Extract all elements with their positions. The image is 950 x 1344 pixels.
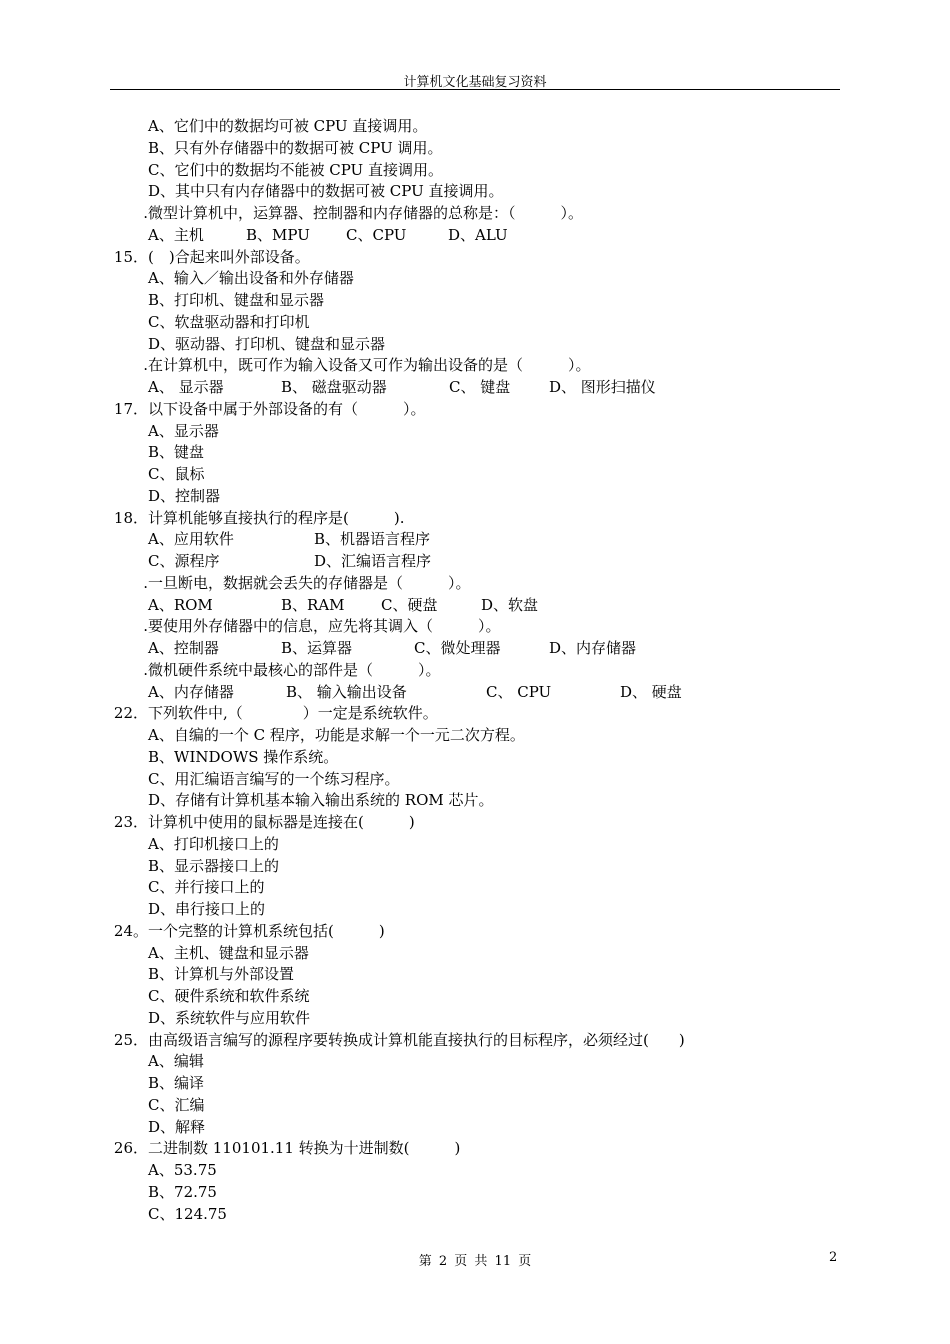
answer-option: D、 图形扫描仪 (549, 378, 656, 396)
question-number: 25． (113, 1030, 148, 1049)
answer-option: C、硬盘 (381, 595, 438, 614)
answer-line (148, 181, 504, 201)
answer-option: A、它们中的数据均可被 CPU 直接调用。 (148, 117, 428, 135)
question-number: 15． (113, 247, 148, 266)
question-text: 在计算机中，既可作为输入设备又可作为输出设备的是（ ）。 (148, 356, 591, 375)
question-text: 一旦断电，数据就会丢失的存储器是（ ）。 (148, 573, 471, 592)
question-number: . (143, 204, 148, 222)
question-number: 18． (113, 508, 148, 527)
question-line (110, 812, 415, 832)
answer-line (148, 138, 443, 158)
answer-option: C、并行接口上的 (148, 878, 265, 897)
question-number: . (143, 617, 148, 636)
question-number: . (143, 356, 148, 375)
answer-option: C、用汇编语言编写的一个练习程序。 (148, 769, 400, 788)
answer-line (148, 1051, 204, 1071)
answer-line (148, 1117, 205, 1137)
answer-option: D、软盘 (481, 595, 539, 614)
answer-line (148, 529, 430, 549)
question-text: 一个完整的计算机系统包括( ) (148, 921, 385, 940)
answer-option: A、输入／输出设备和外存储器 (148, 269, 354, 288)
answer-line (148, 595, 538, 615)
question-number: 17． (113, 399, 148, 418)
question-line (110, 616, 501, 636)
answer-line (148, 1160, 217, 1180)
question-line (110, 1030, 685, 1050)
answer-line (148, 682, 682, 702)
question-text: 由高级语言编写的源程序要转换成计算机能直接执行的目标程序，必须经过( ) (148, 1030, 685, 1049)
answer-option: D、其中只有内存储器中的数据可被 CPU 直接调用。 (148, 182, 504, 201)
answer-option: C、124.75 (148, 1204, 227, 1223)
answer-option: B、 磁盘驱动器 (281, 378, 387, 396)
answer-option: B、MPU (246, 225, 310, 244)
answer-option: A、内存储器 (148, 682, 234, 701)
question-line (110, 1138, 460, 1158)
answer-line (148, 1095, 204, 1115)
answer-line (148, 334, 385, 354)
question-text: 要使用外存储器中的信息，应先将其调入（ ）。 (148, 617, 501, 636)
answer-option: D、控制器 (148, 486, 221, 505)
question-number: . (143, 573, 148, 592)
answer-option: D、解释 (148, 1117, 206, 1136)
answer-option: C、源程序 (148, 552, 220, 570)
answer-option: C、汇编 (148, 1095, 205, 1114)
answer-line (148, 160, 443, 180)
question-line (110, 355, 591, 375)
header-title: 计算机文化基础复习资料 (403, 75, 547, 90)
question-line (110, 921, 385, 941)
question-number: 26． (113, 1139, 148, 1158)
question-line (110, 399, 426, 419)
answer-option: C、软盘驱动器和打印机 (148, 312, 310, 331)
question-text: 下列软件中,（ ）一定是系统软件。 (148, 704, 438, 723)
answer-option: B、RAM (281, 595, 345, 614)
answer-line (148, 877, 264, 897)
answer-option: B、机器语言程序 (314, 530, 431, 549)
answer-option: A、控制器 (148, 639, 219, 657)
answer-option: C、 键盘 (449, 378, 511, 396)
answer-option: D、 硬盘 (620, 682, 682, 701)
question-text: ( )合起来叫外部设备。 (148, 247, 310, 266)
answer-option: D、内存储器 (549, 639, 637, 657)
answer-option: A、自编的一个 C 程序，功能是求解一个一元二次方程。 (148, 726, 525, 744)
answer-option: C、它们中的数据均不能被 CPU 直接调用。 (148, 160, 443, 179)
question-number: 24。 (113, 921, 148, 940)
answer-line (148, 486, 220, 506)
answer-line (148, 769, 399, 789)
answer-line (148, 638, 636, 658)
answer-option: B、打印机、键盘和显示器 (148, 291, 325, 309)
answer-option: B、计算机与外部设置 (148, 965, 295, 984)
answer-line (148, 899, 265, 919)
answer-line (148, 116, 427, 136)
answer-option: A、 显示器 (148, 378, 224, 396)
answer-line (148, 377, 656, 397)
answer-option: C、CPU (346, 225, 407, 244)
answer-line (148, 725, 525, 745)
answer-line (148, 964, 294, 984)
answer-line (148, 856, 279, 876)
footer-page-number: 2 (829, 1250, 838, 1265)
question-text: 以下设备中属于外部设备的有（ ）。 (148, 399, 426, 418)
question-line (110, 573, 471, 593)
answer-line (148, 464, 204, 484)
question-number: 22． (113, 704, 148, 723)
answer-option: B、 输入输出设备 (286, 682, 407, 701)
question-text: 计算机能够直接执行的程序是( ). (148, 508, 405, 527)
answer-line (148, 834, 279, 854)
answer-line (148, 986, 309, 1006)
answer-line (148, 551, 431, 571)
answer-line (148, 312, 309, 332)
footer-page-indicator: 第 2 页 共 11 页 (418, 1254, 532, 1269)
question-number: 23． (113, 813, 148, 831)
answer-option: A、编辑 (148, 1052, 204, 1071)
answer-option: B、WINDOWS 操作系统。 (148, 747, 339, 766)
answer-option: B、只有外存储器中的数据可被 CPU 调用。 (148, 138, 443, 157)
answer-option: A、显示器 (148, 421, 219, 440)
answer-line (148, 943, 309, 963)
answer-line (148, 290, 324, 310)
question-number: . (143, 660, 148, 679)
answer-option: C、微处理器 (414, 639, 501, 657)
question-text: 微机硬件系统中最核心的部件是（ ）。 (148, 660, 441, 679)
answer-option: D、系统软件与应用软件 (148, 1008, 311, 1027)
answer-option: B、72.75 (148, 1182, 217, 1201)
answer-option: A、主机 (148, 225, 204, 244)
answer-option: D、ALU (448, 225, 508, 244)
question-line (110, 203, 583, 223)
answer-option: A、应用软件 (148, 530, 234, 549)
answer-line (148, 442, 204, 462)
question-line (110, 703, 438, 723)
answer-option: D、存储有计算机基本输入输出系统的 ROM 芯片。 (148, 791, 494, 810)
answer-option: B、编译 (148, 1074, 205, 1092)
answer-line (148, 268, 354, 288)
question-text: 微型计算机中，运算器、控制器和内存储器的总称是：（ ）。 (148, 204, 584, 222)
answer-option: A、主机、键盘和显示器 (148, 943, 309, 962)
question-line (110, 508, 404, 528)
header-divider (110, 89, 840, 90)
answer-option: C、鼠标 (148, 465, 205, 483)
answer-option: D、串行接口上的 (148, 900, 266, 918)
answer-line (148, 1204, 227, 1224)
question-text: 计算机中使用的鼠标器是连接在( ) (148, 813, 415, 831)
answer-line (148, 421, 219, 441)
answer-line (148, 790, 494, 810)
question-text: 二进制数 110101.11 转换为十进制数( ) (148, 1139, 461, 1158)
answer-option: D、驱动器、打印机、键盘和显示器 (148, 334, 386, 353)
answer-line (148, 1008, 310, 1028)
answer-option: A、打印机接口上的 (148, 834, 279, 853)
answer-line (148, 747, 338, 767)
answer-option: B、运算器 (281, 639, 353, 657)
answer-option: D、汇编语言程序 (314, 552, 432, 570)
answer-option: B、键盘 (148, 443, 205, 462)
answer-line (148, 1182, 217, 1202)
answer-option: A、53.75 (148, 1161, 217, 1179)
answer-option: A、ROM (148, 595, 213, 614)
answer-option: C、硬件系统和软件系统 (148, 987, 310, 1005)
answer-line (148, 1073, 204, 1093)
answer-option: B、显示器接口上的 (148, 856, 280, 875)
answer-line (148, 225, 508, 245)
answer-option: C、 CPU (486, 682, 552, 701)
question-line (110, 247, 310, 267)
question-line (110, 660, 441, 680)
